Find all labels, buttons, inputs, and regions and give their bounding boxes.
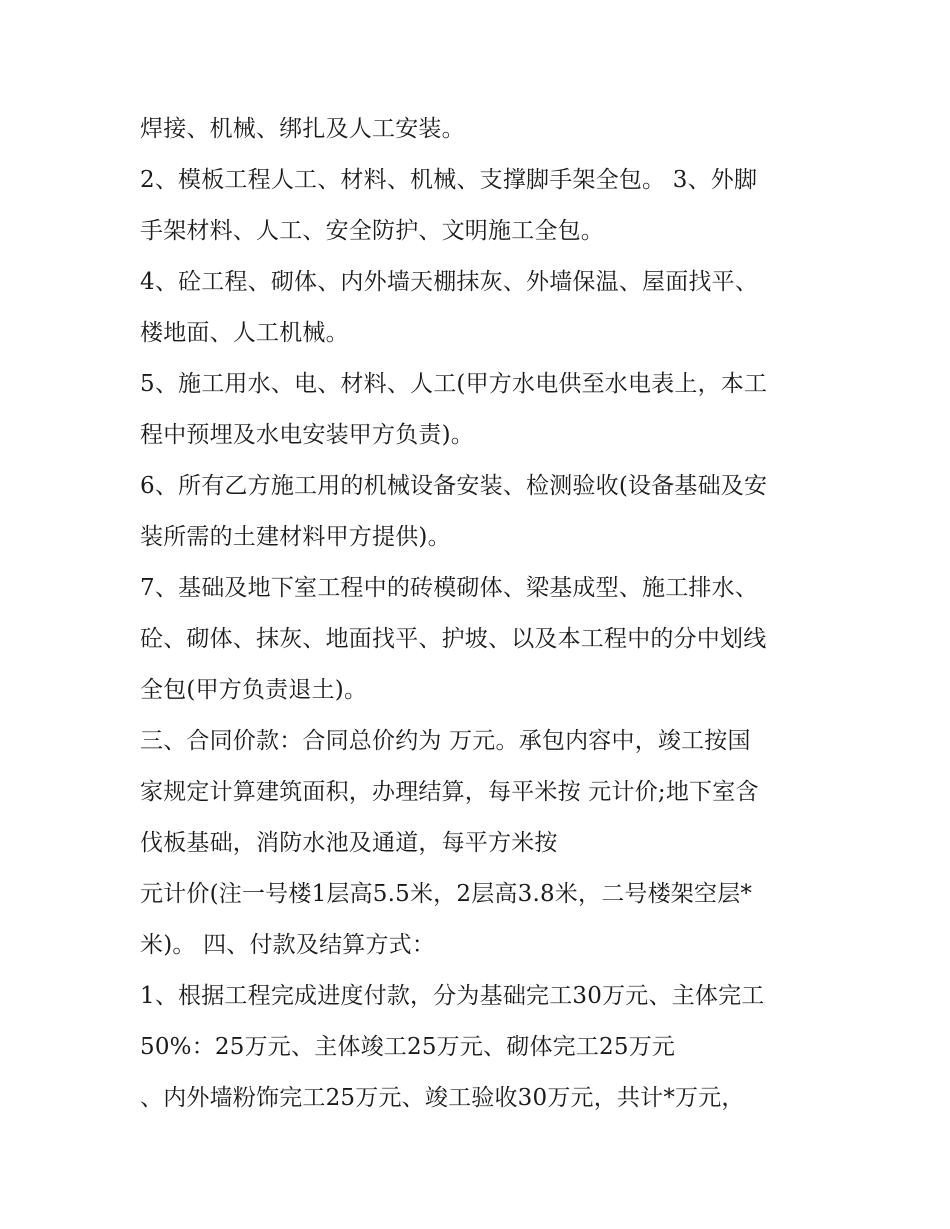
text-line-3: 手架材料、人工、安全防护、文明施工全包。: [140, 218, 604, 244]
text-line-14: 家规定计算建筑面积，办理结算，每平米按 元计价;地下室含: [140, 779, 759, 805]
text-line-1: 焊接、机械、绑扎及人工安装。: [140, 116, 465, 142]
text-line-15: 伐板基础，消防水池及通道，每平方米按: [140, 830, 558, 856]
text-line-18: 1、根据工程完成进度付款，分为基础完工30万元、主体完工: [140, 983, 765, 1009]
text-line-2: 2、模板工程人工、材料、机械、支撑脚手架全包。 3、外脚: [140, 167, 758, 193]
text-line-6: 5、施工用水、电、材料、人工(甲方水电供至水电表上，本工: [140, 371, 768, 397]
text-line-8: 6、所有乙方施工用的机械设备安装、检测验收(设备基础及安: [140, 473, 768, 499]
text-line-13: 三、合同价款：合同总价约为 万元。承包内容中，竣工按国: [140, 728, 751, 754]
text-line-12: 全包(甲方负责退土)。: [140, 677, 368, 703]
text-line-19: 50%：25万元、主体竣工25万元、砌体完工25万元: [140, 1034, 676, 1060]
contract-text-body: [140, 104, 820, 1124]
text-line-17: 米)。 四、付款及结算方式：: [140, 932, 436, 958]
text-line-16: 元计价(注一号楼1层高5.5米，2层高3.8米，二号楼架空层*: [140, 881, 753, 907]
text-line-20: 、内外墙粉饰完工25万元、竣工验收30万元，共计*万元，: [140, 1085, 745, 1111]
text-line-5: 楼地面、人工机械。: [140, 320, 349, 346]
text-line-7: 程中预埋及水电安装甲方负责)。: [140, 422, 474, 448]
text-line-11: 砼、砌体、抹灰、地面找平、护坡、以及本工程中的分中划线: [140, 626, 767, 652]
text-line-4: 4、砼工程、砌体、内外墙天棚抹灰、外墙保温、屋面找平、: [140, 269, 759, 295]
text-line-10: 7、基础及地下室工程中的砖模砌体、梁基成型、施工排水、: [140, 575, 759, 601]
text-line-9: 装所需的土建材料甲方提供)。: [140, 524, 451, 550]
